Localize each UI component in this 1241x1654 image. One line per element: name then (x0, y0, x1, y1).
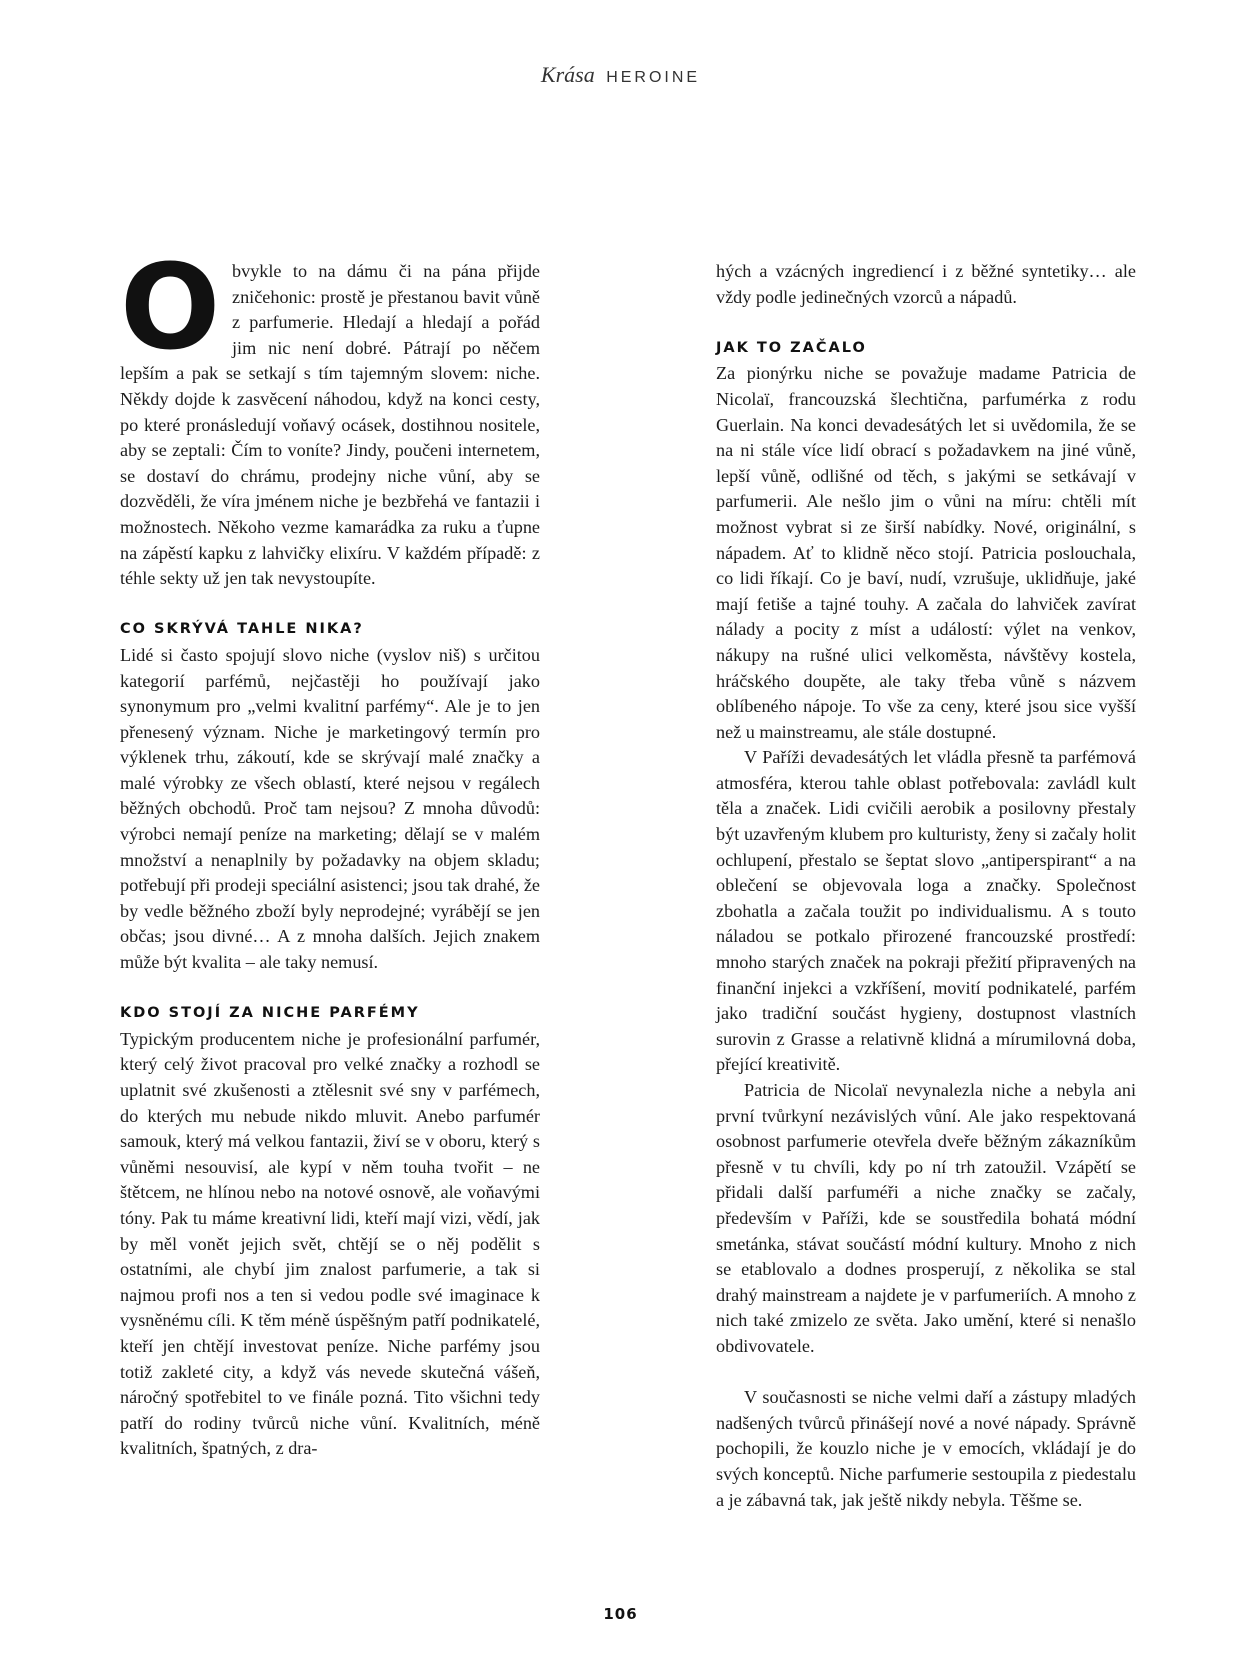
paragraph-nicolai-legacy: Patricia de Nicolaï nevynalezla niche a nebyla ani první tvůrkyní nezávislých vůní. Ale jako respektovaná osobnost parfumerie otevřela dveře běžným zákazníkům přesně v tu chvíli, kdy po ní trh zatoužil. Vzápětí se přidali další parfuméři a niche značky se začaly, především v Paříži, kde se soustředila bohatá módní smetánka, stávat součástí módní kultury. Mnoho z nich se etablovalo a dodnes prosperují, z několika se stal drahý mainstream a najdete je v parfumeriích. A mnoho z nich také zmizelo ze světa. Jako umění, které si nenašlo obdivovatele. (716, 1080, 1136, 1356)
magazine-section-title: HEROINE (606, 69, 701, 86)
left-column (120, 238, 540, 1462)
paragraph-present: V současnosti se niche velmi daří a zástupy mladých nadšených tvůrců přinášejí nové a nové nápady. Správně pochopili, že kouzlo niche je v emocích, vkládají je do svých konceptů. Niche parfumerie sestoupila z piedestalu a je zábavná tak, jak ještě nikdy nebyla. Těšme se. (716, 1387, 1136, 1510)
paragraph-niche-definition: Lidé si často spojují slovo niche (vyslov niš) s určitou kategorií parfémů, nejčastěji ho používají jako synonymum pro „velmi kvalitní parfémy“. Ale je to jen přenesený význam. Niche je marketingový termín pro výklenek trhu, zákoutí, kde se skrývají malé značky a malé výrobky ze všech oblastí, které nejsou v regálech běžných obchodů. Proč tam nejsou? Z mnoha důvodů: výrobci nemají peníze na marketing; dělají se v malém množství a nenaplnily by požadavky na objem skladu; potřebují při prodeji speciální asistenci; jsou tak drahé, že by vedle běžného zboží byly neprodejné; vyrábějí se jen občas; jsou divné… A z mnoha dalších. Jejich znakem může být kvalita – ale taky nemusí. (120, 644, 540, 973)
heading-co-skryva: CO SKRÝVÁ TAHLE NIKA? (120, 621, 364, 638)
paragraph-patricia: Za pionýrku niche se považuje madame Patricia de Nicolaï, francouzská šlechtična, parfumérka z rodu Guerlain. Na konci devadesátých let si uvědomila, že se na ni stále více lidí obrací s požadavkem na jiné vůně, lepší vůně, odlišné od těch, s jakými se setkávají v parfumerii. Ale nešlo jim o vůni na míru: chtěli mít možnost vybrat si ze širší nabídky. Nové, originální, s nápadem. Ať to klidně něco stojí. Patricia poslouchala, co lidi říkají. Co je baví, nudí, vzrušuje, uklidňuje, jaké mají fetiše a tajné touhy. A začala do lahviček zavírat nálady a pocity z míst a událostí: výlet na venkov, nákupy na rušné ulici velkoměsta, návštěvy kostela, hráčského doupěte, ale taky třeba vůně s názvem oblíbeného nápoje. To vše za ceny, které jsou sice vyšší než u mainstreamu, ale stále dostupné. (716, 363, 1136, 742)
heading-kdo-stoji: KDO STOJÍ ZA NICHE PARFÉMY (120, 1005, 420, 1022)
intro-text: bvykle to na dámu či na pána přijde zničehonic: prostě je přestanou bavit vůně z parfumerie. Hledají a hledají a pořád jim nic není dobré. Pátrají po něčem lepším a pak se setkají s tím tajemným slovem: niche. Někdy dojde k zasvěcení náhodou, když na konci cesty, po které pronásledují voňavý ocásek, dostihnou nositele, aby se zeptali: Čím to voníte? Jindy, poučeni internetem, se dostaví do chrámu, prodejny niche vůní, aby se dozvěděli, že víra jménem niche je bezbřehá ve fantazii i možnostech. Někoho vezme kamarádka za ruku a ťupne na zápěstí kapku z lahvičky elixíru. V každém případě: z téhle sekty už jen tak nevystoupíte. (120, 261, 540, 589)
running-head (0, 62, 1241, 88)
paragraph-producers: Typickým producentem niche je profesionální parfumér, který celý život pracoval pro velké značky a rozhodl se uplatnit své zkušenosti a ztělesnit své sny v parfémech, do kterých mu nebude nikdo mluvit. Anebo parfumér samouk, který má velkou fantazii, živí se v oboru, který s vůněmi nesouvisí, ale kypí v něm touha tvořit – ne štětcem, ne hlínou nebo na notové osnově, ale voňavými tóny. Pak tu máme kreativní lidi, kteří mají vizi, vědí, jak by měl vonět jejich svět, chtějí se o něj podělit s ostatními, ale chybí jim znalost parfumerie, a tak si najmou profi nos a ten si vedou podle své imaginace k vysněnému cíli. K těm méně úspěšným patří podnikatelé, kteří jen chtějí investovat peníze. Niche parfémy jsou totiž zakleté city, a když vás nevede skutečná vášeň, náročný spotřebitel to ve finále pozná. Tito všichni tedy patří do rodiny tvůrců niche vůní. Kvalitních, méně kvalitních, špatných, z dra- (120, 1028, 540, 1459)
drop-cap: O (120, 238, 221, 376)
right-column (716, 259, 1136, 1513)
page-number: 106 (603, 1605, 638, 1623)
heading-jak-to-zacalo: JAK TO ZAČALO (716, 339, 867, 356)
intro-paragraph (120, 238, 540, 592)
paragraph-paris-nineties: V Paříži devadesátých let vládla přesně ta parfémová atmosféra, kterou tahle oblast potřebovala: zavládl kult těla a značek. Lidi cvičili aerobik a posilovny přestaly být uzavřeným klubem pro kulturisty, ženy si začaly holit ochlupení, přestalo se šeptat slovo „antiperspirant“ a na oblečení se objevovala loga a značky. Společnost zbohatla a začala toužit po individualismu. A s touto náladou se potkalo přirozené francouzské prostředí: mnoho starých značek na pokraji přežití připravených na finanční injekci a vzkříšení, movití podnikatelé, parfém jako tradiční součást hygieny, dostupnost vlastních surovin z Grasse a relativně klidná a mírumilovná doba, přející kreativitě. (716, 747, 1136, 1075)
paragraph-continuation: hých a vzácných ingrediencí i z běžné syntetiky… ale vždy podle jedinečných vzorců a nápadů. (716, 261, 1136, 307)
section-name: Krása (540, 62, 595, 87)
